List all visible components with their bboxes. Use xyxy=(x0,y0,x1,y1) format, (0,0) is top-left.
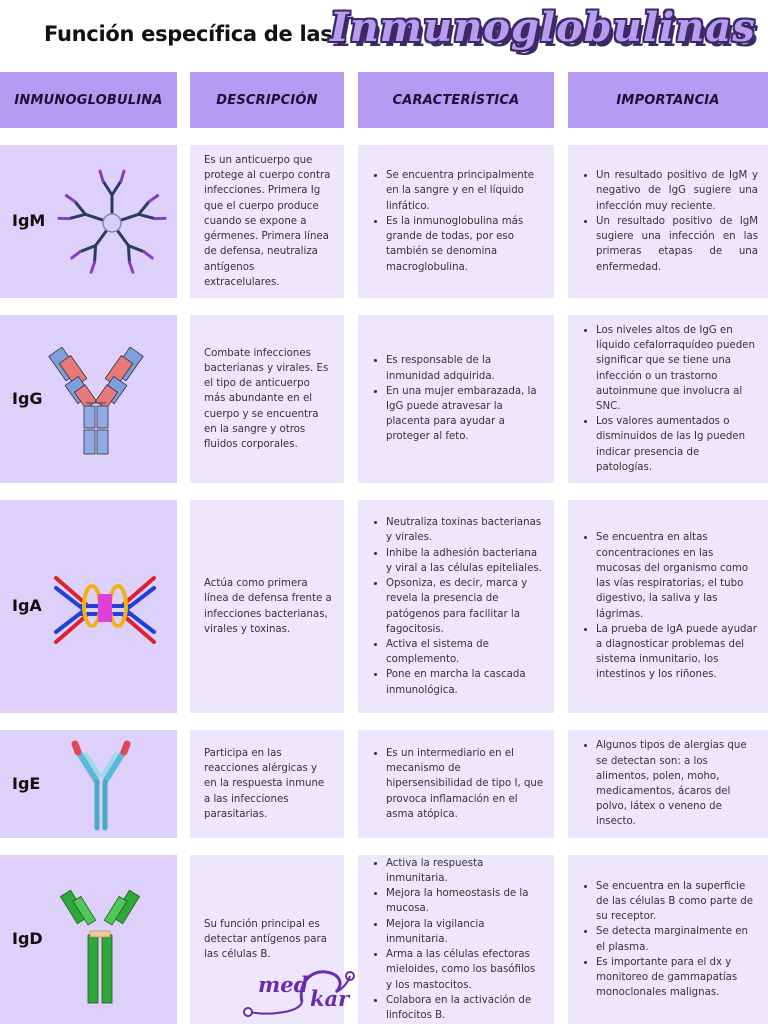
igg-antibody-icon xyxy=(46,343,146,458)
ig-name: IgD xyxy=(12,929,43,948)
row-ige-characteristics xyxy=(358,730,554,838)
row-igg-name-cell xyxy=(0,315,177,483)
row-ige-description: Participa en las reacciones alérgicas y en la respuesta inmune a las infecciones parasitarias. xyxy=(190,730,344,838)
row-igd-characteristics xyxy=(358,855,554,1024)
row-igg-description: Combate infecciones bacterianas y virales. Es el tipo de anticuerpo más abundante en el cuerpo y se encuentra en la sangre y otros fluidos corporales. xyxy=(190,315,344,483)
list-item: • Es un intermediario en el mecanismo de hipersensibilidad de tipo I, que provoca inflamación en el asma atópica. xyxy=(386,746,544,822)
list-item: • Activa la respuesta inmunitaria. xyxy=(386,856,544,886)
header-descripcion: DESCRIPCIÓN xyxy=(190,72,344,128)
list-item: • Colabora en la activación de linfocitos B. xyxy=(386,993,544,1023)
list-item: • Se encuentra principalmente en la sangre y en el líquido linfático. xyxy=(386,168,544,214)
importance-list xyxy=(568,530,768,682)
title-row xyxy=(0,0,768,70)
row-igm-characteristics xyxy=(358,145,554,298)
row-iga-name-cell xyxy=(0,500,177,713)
list-item: • Pone en marcha la cascada inmunológica. xyxy=(386,667,544,697)
importance-list xyxy=(568,168,768,274)
row-igm-name-cell xyxy=(0,145,177,298)
ig-name: IgM xyxy=(12,211,46,230)
list-item: • La prueba de IgA puede ayudar a diagnosticar problemas del sistema inmunitario, los intestinos y los riñones. xyxy=(596,622,758,683)
list-item: • Los valores aumentados o disminuidos de las Ig pueden indicar presencia de patologías. xyxy=(596,414,758,475)
logo-text-med: med xyxy=(258,972,309,997)
row-igg-importance xyxy=(568,315,768,483)
header-caracteristica: CARACTERÍSTICA xyxy=(358,72,554,128)
ig-name: IgA xyxy=(12,596,42,615)
title-main: Inmunoglobulinas xyxy=(330,4,756,51)
list-item: • Mejora la vigilancia inmunitaria. xyxy=(386,917,544,947)
list-item: • Es responsable de la inmunidad adquirida. xyxy=(386,353,544,383)
row-ige-importance xyxy=(568,730,768,838)
row-iga-description: Actúa como primera línea de defensa frente a infecciones bacterianas, virales y toxinas. xyxy=(190,500,344,713)
list-item: • Arma a las células efectoras mieloides, como los basófilos y los mastocitos. xyxy=(386,947,544,993)
row-iga-characteristics xyxy=(358,500,554,713)
list-item: • Es la inmunoglobulina más grande de todas, por eso también se denomina macroglobulina. xyxy=(386,214,544,275)
ige-antibody-icon xyxy=(66,738,136,833)
list-item: • Inhibe la adhesión bacteriana y viral a las células epiteliales. xyxy=(386,546,544,576)
title-prefix: Función específica de las xyxy=(44,22,333,46)
list-item: • Algunos tipos de alergias que se detectan son: a los alimentos, polen, moho, medicamentos, ácaros del polvo, látex o veneno de insecto. xyxy=(596,738,758,829)
list-item: • Un resultado positivo de IgM y negativo de IgG sugiere una infección muy reciente. xyxy=(596,168,758,214)
row-igm-description: Es un anticuerpo que protege al cuerpo contra infecciones. Primera Ig que el cuerpo produce cuando se expone a gérmenes. Primera línea de defensa, neutraliza antígenos extracelulares. xyxy=(190,145,344,298)
characteristic-list xyxy=(358,353,554,444)
row-ige-name-cell xyxy=(0,730,177,838)
ig-name: IgG xyxy=(12,389,43,408)
characteristic-list xyxy=(358,856,554,1023)
list-item: • Un resultado positivo de IgM sugiere una infección en las primeras etapas de una enfermedad. xyxy=(596,214,758,275)
iga-dimer-icon xyxy=(50,570,160,650)
row-igd-description: Su función principal es detectar antígenos para las células B. xyxy=(190,855,344,1024)
row-igg-characteristics xyxy=(358,315,554,483)
header-importancia: IMPORTANCIA xyxy=(568,72,768,128)
list-item: • Se encuentra en altas concentraciones en las mucosas del organismo como las vías respiratorias, el tubo digestivo, la saliva y las lágrimas. xyxy=(596,530,758,621)
list-item: • Neutraliza toxinas bacterianas y virales. xyxy=(386,515,544,545)
row-igm-importance xyxy=(568,145,768,298)
igm-pentamer-icon xyxy=(56,167,168,279)
characteristic-list xyxy=(358,746,554,822)
igd-antibody-icon xyxy=(60,889,140,1007)
medskar-logo xyxy=(240,962,360,1020)
logo-text-kar: kar xyxy=(310,986,350,1011)
importance-list xyxy=(568,879,768,1001)
importance-list xyxy=(568,323,768,475)
list-item: • Mejora la homeostasis de la mucosa. xyxy=(386,886,544,916)
characteristic-list xyxy=(358,515,554,697)
list-item: • Opsoniza, es decir, marca y revela la presencia de patógenos para facilitar la fagocitosis. xyxy=(386,576,544,637)
characteristic-list xyxy=(358,168,554,274)
ig-name: IgE xyxy=(12,774,41,793)
row-iga-importance xyxy=(568,500,768,713)
row-igd-importance xyxy=(568,855,768,1024)
list-item: • Activa el sistema de complemento. xyxy=(386,637,544,667)
list-item: • Es importante para el dx y monitoreo de gammapatías monoclonales malignas. xyxy=(596,955,758,1001)
list-item: • En una mujer embarazada, la IgG puede atravesar la placenta para ayudar a proteger al feto. xyxy=(386,384,544,445)
row-igd-name-cell xyxy=(0,855,177,1024)
list-item: • Se encuentra en la superficie de las células B como parte de su receptor. xyxy=(596,879,758,925)
importance-list xyxy=(568,738,768,829)
list-item: • Se detecta marginalmente en el plasma. xyxy=(596,924,758,954)
header-inmunoglobulina: INMUNOGLOBULINA xyxy=(0,72,177,128)
list-item: • Los niveles altos de IgG en líquido cefalorraquídeo pueden significar que se tiene una infección o un trastorno autoinmune que involucra al SNC. xyxy=(596,323,758,414)
